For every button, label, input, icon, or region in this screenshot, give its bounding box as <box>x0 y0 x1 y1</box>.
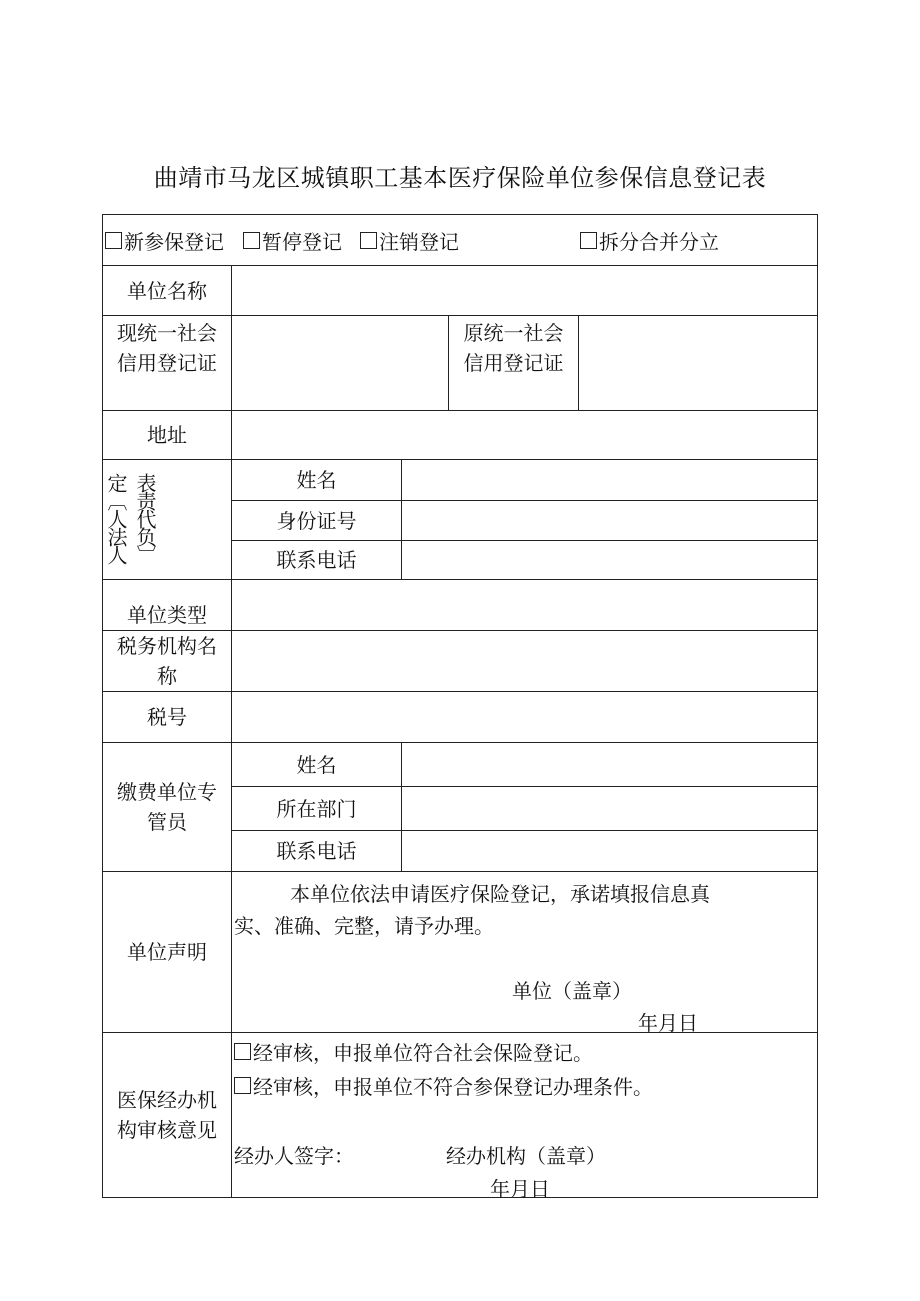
audit-date: 年月日 <box>490 1177 550 1201</box>
field-legal-rep-name[interactable] <box>402 460 818 501</box>
label-legal-rep-id: 身份证号 <box>232 501 402 541</box>
field-address[interactable] <box>232 411 818 460</box>
label-unit-type: 单位类型 <box>103 580 232 631</box>
label-payment-officer: 缴费单位专 管员 <box>103 743 232 872</box>
checkbox-cancel-registration[interactable]: 注销登记 <box>360 226 459 255</box>
audit-seal: 经办机构（盖章） <box>446 1144 606 1168</box>
checkbox-icon[interactable] <box>243 232 260 249</box>
field-officer-department[interactable] <box>402 787 818 831</box>
field-unit-type[interactable] <box>232 580 818 631</box>
checkbox-audit-rejected[interactable]: 经审核，申报单位不符合参保登记办理条件。 <box>234 1071 653 1100</box>
audit-signer-label: 经办人签字： <box>234 1144 354 1168</box>
checkbox-audit-approved[interactable]: 经审核，申报单位符合社会保险登记。 <box>234 1037 593 1066</box>
checkbox-icon[interactable] <box>105 232 122 249</box>
label-original-credit-code: 原统一社会 信用登记证 <box>449 316 579 411</box>
checkbox-icon[interactable] <box>360 232 377 249</box>
field-officer-name[interactable] <box>402 743 818 787</box>
declaration-seal: 单位（盖章） <box>512 979 632 1003</box>
form-title: 曲靖市马龙区城镇职工基本医疗保险单位参保信息登记表 <box>153 164 767 192</box>
unit-declaration-cell <box>232 872 818 1033</box>
registration-type-row <box>103 215 818 266</box>
field-current-credit-code[interactable] <box>232 316 449 411</box>
checkbox-split-merge[interactable]: 拆分合并分立 <box>580 226 719 255</box>
field-tax-organization[interactable] <box>232 631 818 692</box>
field-original-credit-code[interactable] <box>579 316 818 411</box>
registration-form <box>102 214 818 1201</box>
label-officer-phone: 联系电话 <box>232 831 402 872</box>
label-tax-organization: 税务机构名 称 <box>103 631 232 692</box>
label-legal-rep-phone: 联系电话 <box>232 541 402 580</box>
label-unit-name: 单位名称 <box>103 266 232 316</box>
checkbox-icon[interactable] <box>580 232 597 249</box>
declaration-text-line1: 本单位依法申请医疗保险登记，承诺填报信息真 <box>290 882 710 906</box>
checkbox-suspend-registration[interactable]: 暂停登记 <box>243 226 342 255</box>
label-unit-declaration: 单位声明 <box>103 872 232 1033</box>
declaration-date: 年月日 <box>638 1011 698 1035</box>
field-officer-phone[interactable] <box>402 831 818 872</box>
label-current-credit-code: 现统一社会 信用登记证 <box>103 316 232 411</box>
field-legal-rep-phone[interactable] <box>402 541 818 580</box>
label-legal-representative: 定〔人法人 表责代负〕 <box>103 460 232 580</box>
checkbox-new-registration[interactable]: 新参保登记 <box>105 226 224 255</box>
label-officer-name: 姓名 <box>232 743 402 787</box>
field-legal-rep-id[interactable] <box>402 501 818 541</box>
label-legal-rep-name: 姓名 <box>232 460 402 501</box>
checkbox-icon[interactable] <box>234 1043 251 1060</box>
label-tax-number: 税号 <box>103 692 232 743</box>
checkbox-icon[interactable] <box>234 1077 251 1094</box>
label-officer-department: 所在部门 <box>232 787 402 831</box>
audit-opinion-cell <box>232 1033 818 1201</box>
label-audit-opinion: 医保经办机 构审核意见 <box>103 1033 232 1198</box>
declaration-text-line2: 实、准确、完整，请予办理。 <box>234 914 494 938</box>
field-tax-number[interactable] <box>232 692 818 743</box>
label-address: 地址 <box>103 411 232 460</box>
field-unit-name[interactable] <box>232 266 818 316</box>
